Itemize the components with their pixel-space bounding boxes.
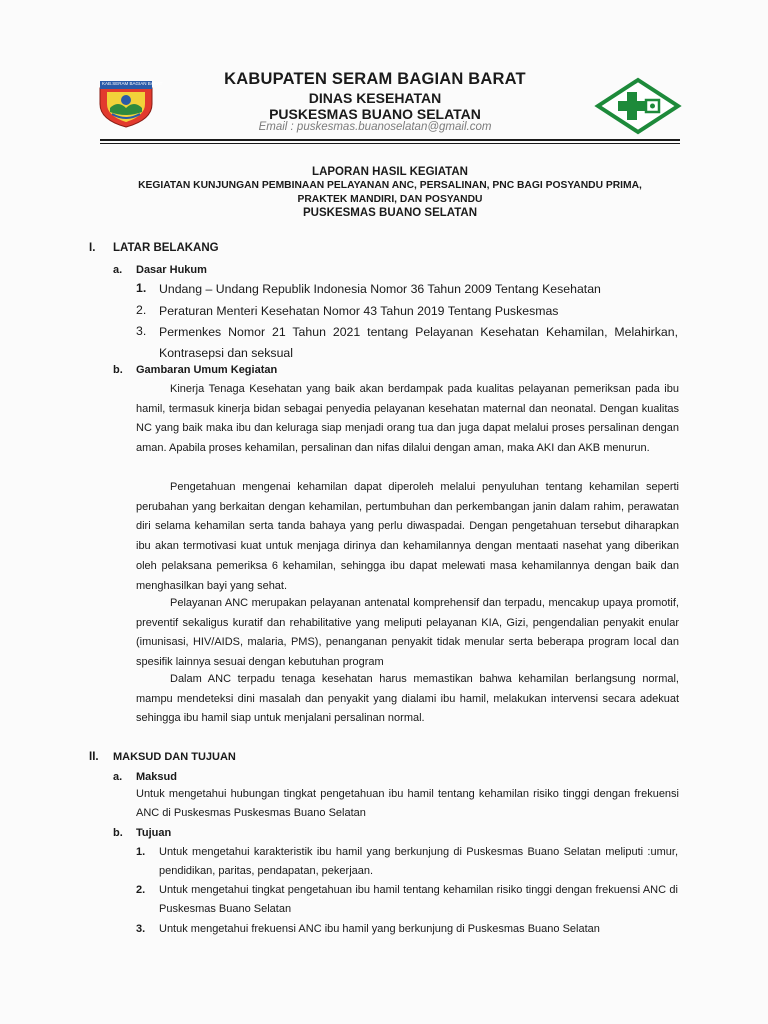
- legal-item-3: Permenkes Nomor 21 Tahun 2021 tentang Pelayanan Kesehatan Kehamilan, Melahirkan, Kontrasepsi dan seksual: [159, 325, 678, 360]
- overview-paragraph-1: Kinerja Tenaga Kesehatan yang baik akan berdampak pada kualitas pelayanan pemeriksan pada ibu hamil, termasuk kinerja bidan sebagai penyedia pelayanan kesehatan maternal dan neonatal. Dengan kualitas NC yang baik maka ibu dan keluraga siap menjadi orang tua dan juga dapat melalui proses persalinan dengan aman. Apabila proses kehamilan, persalinan dan nifas dilalui dengan aman, maka AKI dan AKB menurun.: [136, 383, 679, 455]
- objective-1-number: 1.: [136, 846, 146, 858]
- section-2-number: II.: [89, 751, 99, 763]
- subsection-2a-letter: a.: [113, 771, 123, 783]
- objective-2: Untuk mengetahui tingkat pengetahuan ibu hamil tentang kehamilan risiko tinggi dengan frekuensi ANC di Puskesmas Buano Selatan: [159, 884, 678, 915]
- report-title: LAPORAN HASIL KEGIATAN: [312, 166, 468, 178]
- section-2-heading: MAKSUD DAN TUJUAN: [113, 751, 236, 763]
- overview-paragraph-4: Dalam ANC terpadu tenaga kesehatan harus memastikan bahwa kehamilan berlangsung normal, mampu mendeteksi dini masalah dan penyakit yang dialami ibu hamil, melakukan intervensi secara adekuat sehingga ibu hamil siap untuk menjalani persalinan normal.: [136, 673, 679, 725]
- email-line: Email : puskesmas.buanoselatan@gmail.com: [258, 121, 492, 133]
- regency-name: KABUPATEN SERAM BAGIAN BARAT: [224, 70, 526, 88]
- legal-item-1: Undang – Undang Republik Indonesia Nomor 36 Tahun 2009 Tentang Kesehatan: [159, 282, 601, 296]
- objective-1: Untuk mengetahui karakteristik ibu hamil yang berkunjung di Puskesmas Buano Selatan meliputi :umur, pendidikan, paritas, pendapatan, pekerjaan.: [159, 846, 678, 877]
- objective-3-number: 3.: [136, 923, 146, 935]
- objective-2-number: 2.: [136, 884, 146, 896]
- overview-paragraph-3: Pelayanan ANC merupakan pelayanan antenatal komprehensif dan terpadu, mencakup upaya promotif, preventif sekaligus kuratif dan rehabilitative yang meliputi pelayanan KIA, Gizi, pengendalian penyakit enular (imunisasi, HIV/AIDS, malaria, PMS), penanganan penyakit tidak menular serta beberapa program local dan spesifik lainnya sesuai dengan kebutuhan program: [136, 597, 679, 669]
- legal-item-1-number: 1.: [136, 281, 147, 295]
- objective-3: Untuk mengetahui frekuensi ANC ibu hamil yang berkunjung di Puskesmas Buano Selatan: [159, 923, 600, 935]
- letterhead-rule: [100, 139, 680, 141]
- section-1-number: I.: [89, 242, 96, 254]
- subsection-2b-letter: b.: [113, 827, 123, 839]
- report-subtitle-2: PRAKTEK MANDIRI, DAN POSYANDU: [297, 194, 483, 205]
- subsection-2a-heading: Maksud: [136, 771, 177, 783]
- logo-caption: KAB.SERAM BAGIAN BARAT: [102, 81, 163, 86]
- report-subtitle-1: KEGIATAN KUNJUNGAN PEMBINAAN PELAYANAN ANC, PERSALINAN, PNC BAGI POSYANDU PRIMA,: [138, 180, 642, 191]
- department-name: DINAS KESEHATAN: [308, 90, 442, 106]
- puskesmas-logo: [596, 78, 680, 134]
- letterhead-rule-thin: [100, 143, 680, 144]
- subsection-1a-letter: a.: [113, 264, 123, 276]
- facility-name: PUSKESMAS BUANO SELATAN: [269, 106, 481, 122]
- subsection-1a-heading: Dasar Hukum: [136, 264, 207, 276]
- subsection-2b-heading: Tujuan: [136, 827, 172, 839]
- legal-item-3-number: 3.: [136, 324, 147, 338]
- overview-paragraph-2: Pengetahuan mengenai kehamilan dapat diperoleh melalui penyuluhan tentang kehamilan seperti perubahan yang berkaitan dengan kehamilan, pertumbuhan dan perkembangan janin dalam rahim, perawatan diri selama kehamilan serta tanda bahaya yang perlu diwaspadai. Dengan pengetahuan tersebut diharapkan ibu akan termotivasi kuat untuk menjaga dirinya dan kehamilannya dengan mentaati nasehat yang diberikan oleh pelaksana pemeriksa 6 kehamilan, sehingga ibu dapat melewati masa kehamilannya dengan baik dan menghasilkan bayi yang sehat.: [136, 481, 679, 592]
- subsection-1b-heading: Gambaran Umum Kegiatan: [136, 364, 278, 376]
- legal-item-2: Peraturan Menteri Kesehatan Nomor 43 Tahun 2019 Tentang Puskesmas: [159, 304, 559, 318]
- subsection-1b-letter: b.: [113, 364, 123, 376]
- regency-logo: [96, 78, 163, 128]
- legal-item-2-number: 2.: [136, 303, 147, 317]
- report-subtitle-3: PUSKESMAS BUANO SELATAN: [303, 207, 477, 219]
- section-1-heading: LATAR BELAKANG: [113, 242, 219, 254]
- purpose-text: Untuk mengetahui hubungan tingkat pengetahuan ibu hamil tentang kehamilan risiko tinggi dengan frekuensi ANC di Puskesmas Puskesmas Buano Selatan: [136, 788, 679, 819]
